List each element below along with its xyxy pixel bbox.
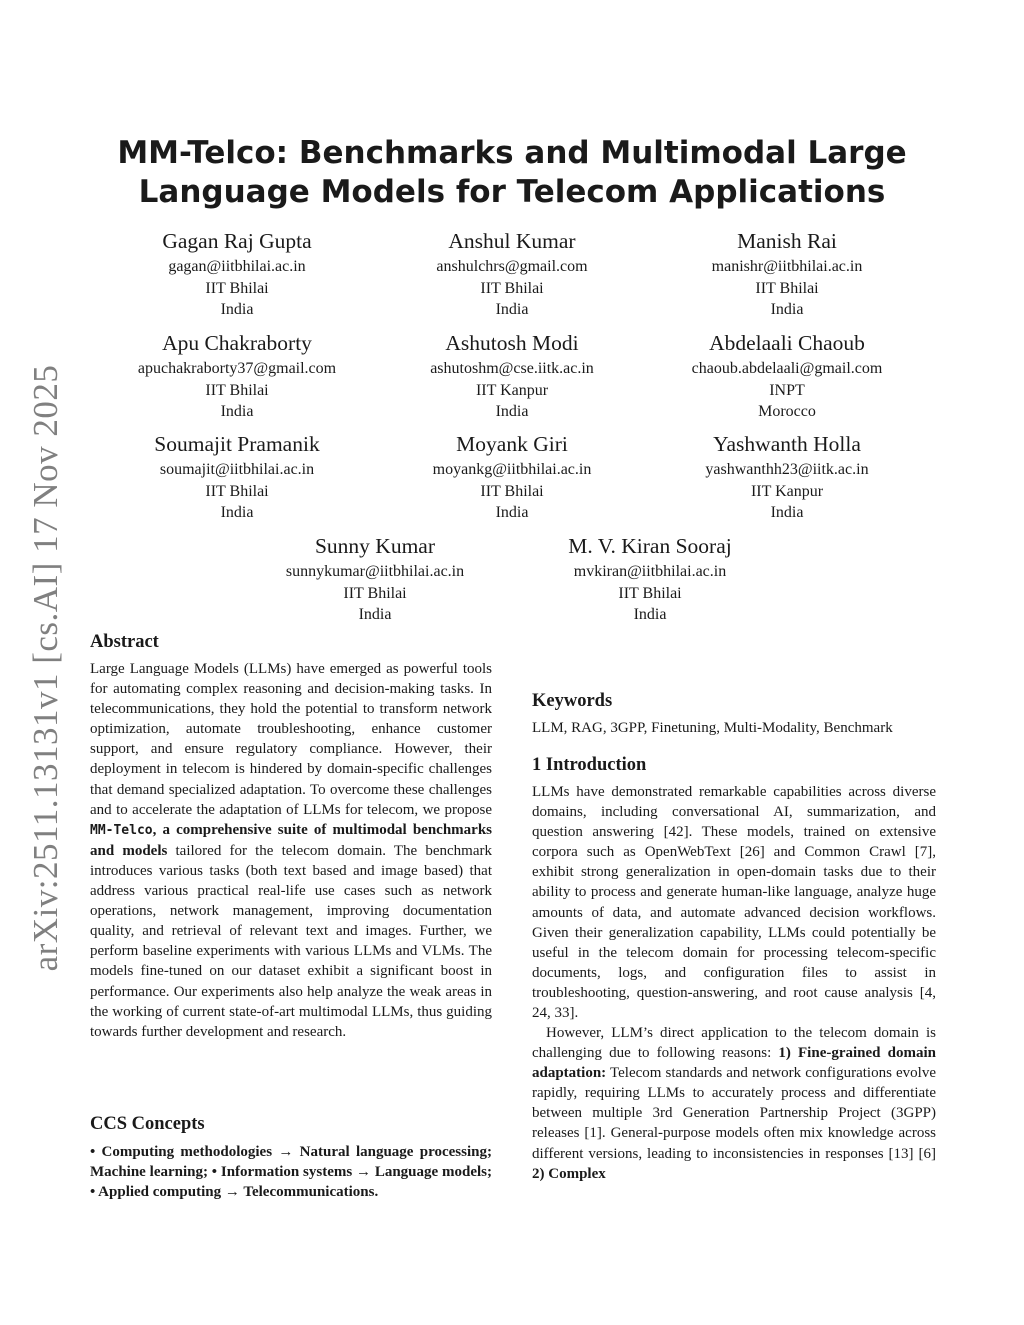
author-name: Apu Chakraborty — [162, 331, 312, 355]
author-block — [87, 331, 387, 423]
author-affiliation: IIT Bhilai — [205, 482, 269, 500]
author-country: India — [495, 504, 529, 521]
mm-telco-code-name: MM-Telco — [90, 822, 153, 838]
intro-bold-point: 1) Fine-grained domain adaptation: — [532, 1045, 936, 1082]
author-name: Manish Rai — [737, 229, 837, 253]
author-affiliation: IIT Bhilai — [205, 279, 269, 297]
author-affiliation: IIT Bhilai — [343, 584, 407, 602]
author-block — [225, 534, 525, 626]
intro-text-part: However, LLM’s direct application to the telecom domain is challenging due to following reasons: — [532, 1025, 936, 1062]
author-name: M. V. Kiran Sooraj — [568, 534, 732, 558]
title-line-1: MM-Telco: Benchmarks and Multimodal Large — [117, 135, 907, 171]
author-email: anshulchrs@gmail.com — [436, 258, 588, 275]
author-country: India — [770, 504, 804, 521]
author-email: yashwanthh23@iitk.ac.in — [705, 461, 869, 478]
author-name: Sunny Kumar — [314, 534, 436, 558]
author-country: India — [220, 301, 254, 318]
author-email: chaoub.abdelaali@gmail.com — [691, 360, 883, 377]
author-email: manishr@iitbhilai.ac.in — [711, 258, 863, 275]
author-email: mvkiran@iitbhilai.ac.in — [573, 563, 727, 580]
arxiv-stamp: arXiv:2511.13131v1 [cs.AI] 17 Nov 2025 — [26, 364, 65, 972]
abstract-bold-phrase: , a comprehensive suite of multimodal benchmarks and models — [90, 821, 492, 859]
abstract-text-part: tailored for the telecom domain. The benchmark introduces various tasks (both text based and image based) that address various practical real-life use cases such as network operations, network management, improving documentation quality, and retrieval of relevant text and images. Further, we perform baseline experiments with various LLMs and VLMs. The models fine-tuned on our dataset exhibit a significant boost in performance. Our experiments also help analyze the weak areas in the working of current state-of-art multimodal LLMs, thus guiding towards further development and research. — [90, 842, 492, 1040]
author-email: moyankg@iitbhilai.ac.in — [432, 461, 592, 478]
author-name: Soumajit Pramanik — [154, 432, 320, 456]
abstract-text-part: Large Language Models (LLMs) have emerged as powerful tools for automating complex reasoning and decision-making tasks. In telecommunications, they hold the potential to transform network optimization, automate troubleshooting, enhance customer support, and ensure regulatory compliance. However, their deployment in telecom is hindered by domain-specific challenges that demand specialized adaptation. To overcome these challenges and to accelerate the adaptation of LLMs for telecom, we propose — [90, 661, 492, 818]
author-affiliation: IIT Bhilai — [618, 584, 682, 602]
author-affiliation: IIT Bhilai — [480, 482, 544, 500]
author-affiliation: IIT Bhilai — [755, 279, 819, 297]
author-country: India — [220, 504, 254, 521]
author-block — [637, 432, 937, 524]
author-affiliation: IIT Kanpur — [475, 381, 549, 399]
author-country: India — [220, 403, 254, 420]
author-name: Gagan Raj Gupta — [162, 229, 312, 253]
intro-bold-point: 2) Complex — [532, 1165, 606, 1182]
author-country: India — [633, 606, 667, 623]
paper-title — [0, 134, 1024, 212]
title-line-2: Language Models for Telecom Applications — [138, 174, 886, 210]
author-email: apuchakraborty37@gmail.com — [137, 360, 337, 377]
keywords-heading: Keywords — [532, 691, 613, 711]
abstract-heading: Abstract — [90, 632, 159, 652]
author-block — [500, 534, 800, 626]
author-name: Abdelaali Chaoub — [709, 331, 865, 355]
author-email: soumajit@iitbhilai.ac.in — [159, 461, 315, 478]
author-block — [637, 331, 937, 423]
author-country: India — [495, 301, 529, 318]
intro-text-part: Telecom standards and network configurations evolve rapidly, requiring LLMs to accurately process and differentiate between multiple 3rd Generation Partnership Project (3GPP) releases [1]. General-purpose models often mix knowledge across different versions, leading to inconsistencies in responses [13] [6] — [532, 1065, 936, 1162]
author-name: Moyank Giri — [456, 432, 568, 456]
author-country: Morocco — [758, 403, 816, 420]
author-affiliation: IIT Kanpur — [750, 482, 824, 500]
introduction-heading: 1 Introduction — [532, 755, 647, 775]
author-affiliation: IIT Bhilai — [205, 381, 269, 399]
intro-paragraph-1: LLMs have demonstrated remarkable capabilities across diverse domains, including conversational AI, summarization, and question answering [42]. These models, trained on extensive corpora such as OpenWebText [26] and Common Crawl [7], exhibit strong generalization in open-domain tasks due to their ability to process and generate human-like language, analyze huge amounts of data, and automate advanced decision workflows. Given their generalization capability, LLMs could potentially be useful in the telecom domain for processing telecom-specific documents, logs, and configuration files to assist in troubleshooting, question-answering, and root cause analysis [4, 24, 33]. — [532, 784, 936, 1022]
author-country: India — [495, 403, 529, 420]
author-block — [637, 229, 937, 321]
author-block — [87, 432, 387, 524]
author-email: gagan@iitbhilai.ac.in — [168, 258, 306, 275]
author-country: India — [770, 301, 804, 318]
author-email: ashutoshm@cse.iitk.ac.in — [430, 360, 594, 377]
author-block — [362, 432, 662, 524]
author-affiliation: IIT Bhilai — [480, 279, 544, 297]
author-country: India — [358, 606, 392, 623]
ccs-text: • Computing methodologies → Natural language processing; Machine learning; • Information systems → Language models; • Applied computing → Telecommunications. — [90, 1144, 492, 1201]
abstract-text — [90, 659, 492, 1042]
author-affiliation: INPT — [769, 381, 805, 399]
author-name: Ashutosh Modi — [445, 331, 579, 355]
author-block — [362, 331, 662, 423]
intro-paragraph-2 — [532, 1023, 936, 1184]
author-name: Yashwanth Holla — [713, 432, 861, 456]
author-block — [362, 229, 662, 321]
author-email: sunnykumar@iitbhilai.ac.in — [285, 563, 465, 580]
author-name: Anshul Kumar — [448, 229, 576, 253]
keywords-text: LLM, RAG, 3GPP, Finetuning, Multi-Modality, Benchmark — [532, 720, 893, 736]
ccs-heading: CCS Concepts — [90, 1114, 205, 1134]
author-block — [87, 229, 387, 321]
